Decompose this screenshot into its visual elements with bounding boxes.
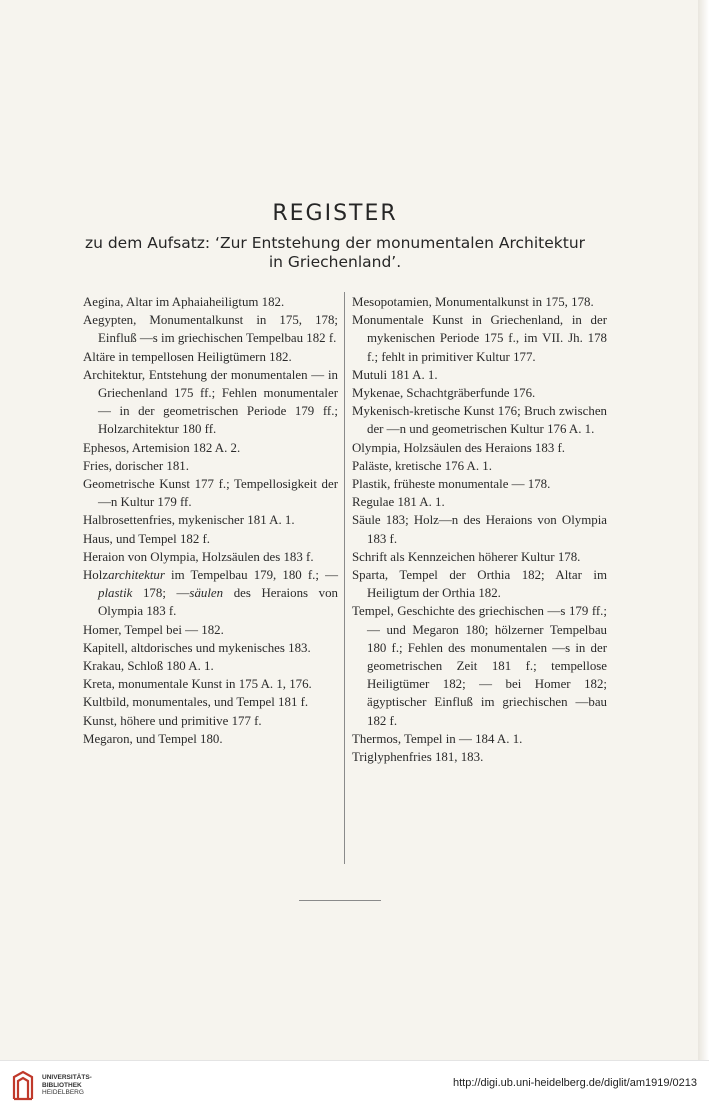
index-entry: Thermos, Tempel in — 184 A. 1. xyxy=(352,731,523,746)
index-entry-text: des Heraions von Olympia 183 f. xyxy=(98,586,338,619)
index-entry-text: Halbrosettenfries, mykenischer 181 A. 1. xyxy=(83,513,295,528)
index-entry xyxy=(83,439,338,457)
index-entry-text: Altäre in tempellosen Heiligtümern 182. xyxy=(83,349,292,364)
index-entry: Mesopotamien, Monumentalkunst in 175, 178. xyxy=(352,295,594,309)
index-entry-text: Heraion von Olympia, Holzsäulen des 183 f. xyxy=(83,549,314,564)
index-entry xyxy=(83,675,338,693)
index-entry: Triglyphenfries 181, 183. xyxy=(352,750,484,765)
index-entry: Säule 183; Holz—n des Heraions von Olympia 183 f. xyxy=(352,513,607,546)
index-entry-text: Kapitell, altdorisches und mykenisches 183. xyxy=(83,640,311,655)
index-entry-text: Ephesos, Artemision 182 A. 2. xyxy=(83,440,241,455)
index-entry xyxy=(83,730,338,748)
index-entry xyxy=(83,511,338,529)
index-entry: Schrift als Kennzeichen höherer Kultur 178. xyxy=(352,549,581,564)
index-entry xyxy=(83,366,338,439)
index-entry-text: Architektur, Entstehung der monumentalen — in Griechenland 175 ff.; Fehlen monumentaler — in der geometrischen Periode 179 ff.; Holzarchitektur 180 ff. xyxy=(83,367,338,437)
index-entry xyxy=(83,548,338,566)
index-entry: Mutuli 181 A. 1. xyxy=(352,367,438,382)
index-entry: Tempel, Geschichte des griechischen —s 179 ff.; — und Megaron 180; hölzerner Tempelbau 180 f.; Fehlen des monumentalen —s in der geometrischen Zeit 181 f.; tempellose Heiligtümer 182; — bei Homer 182; ägyptischer Einfluß im griechischen —bau 182 f. xyxy=(352,604,607,728)
permalink-url[interactable]: http://digi.ub.uni-heidelberg.de/diglit/am1919/0213 xyxy=(452,1077,697,1089)
index-column-right xyxy=(352,293,607,766)
library-logo-text xyxy=(42,1074,92,1097)
index-entry-text: Homer, Tempel bei — 182. xyxy=(83,622,224,637)
index-entry-text: Megaron, und Tempel 180. xyxy=(83,731,223,746)
index-entry-text: Aegina, Altar im Aphaiaheiligtum 182. xyxy=(83,295,285,309)
index-entry: Paläste, kretische 176 A. 1. xyxy=(352,458,492,473)
index-entry-italic: plastik xyxy=(98,586,133,601)
index-entry xyxy=(83,693,338,711)
logo-line-3: HEIDELBERG xyxy=(42,1089,84,1096)
index-entry xyxy=(83,621,338,639)
index-entry xyxy=(83,530,338,548)
index-entry xyxy=(83,348,338,366)
index-entry: Mykenae, Schachtgräberfunde 176. xyxy=(352,386,536,401)
index-entry-text: Aegypten, Monumentalkunst in 175, 178; Einfluß —s im griechischen Tempelbau 182 f. xyxy=(83,313,338,346)
index-entry-text: Kunst, höhere und primitive 177 f. xyxy=(83,713,262,728)
index-entry xyxy=(83,311,338,347)
index-entry xyxy=(83,457,338,475)
subtitle-line-2: in Griechenland’. xyxy=(268,253,402,271)
index-entry xyxy=(83,712,338,730)
index-entry-text: Fries, dorischer 181. xyxy=(83,458,189,473)
index-entry-text: Haus, und Tempel 182 f. xyxy=(83,531,211,546)
index-entry: Sparta, Tempel der Orthia 182; Altar im Heiligtum der Orthia 182. xyxy=(352,568,607,601)
index-entry-text: 178; — xyxy=(132,586,190,601)
index-entry-text: Geometrische Kunst 177 f.; Tempellosigkeit der —n Kultur 179 ff. xyxy=(83,477,338,510)
column-divider xyxy=(344,292,345,864)
index-entry: Mykenisch-kretische Kunst 176; Bruch zwischen der —n und geometrischen Kultur 176 A. 1. xyxy=(352,404,607,437)
index-entry: Plastik, früheste monumentale — 178. xyxy=(352,477,551,492)
index-entry: Olympia, Holzsäulen des Heraions 183 f. xyxy=(352,440,566,455)
viewer-footer xyxy=(0,1060,709,1113)
index-entry xyxy=(83,657,338,675)
index-entry-italic: säulen xyxy=(189,586,224,601)
index-entry-text: Holz xyxy=(83,568,109,583)
index-entry xyxy=(83,293,338,311)
index-entry xyxy=(83,475,338,511)
library-logo-icon xyxy=(10,1069,36,1103)
page-subtitle xyxy=(60,234,610,272)
page-edge xyxy=(698,0,709,1060)
index-column-left xyxy=(83,293,338,748)
logo-line-1: UNIVERSITÄTS- xyxy=(42,1074,92,1081)
end-rule xyxy=(299,900,381,901)
index-entry-text: Kreta, monumentale Kunst in 175 A. 1, 176. xyxy=(83,677,312,692)
index-entry xyxy=(83,639,338,657)
subtitle-line-1: zu dem Aufsatz: ‘Zur Entstehung der monumentalen Architektur xyxy=(84,234,586,252)
logo-line-2: BIBLIOTHEK xyxy=(42,1081,82,1089)
index-entry-text: Kultbild, monumentales, und Tempel 181 f. xyxy=(83,695,309,710)
index-entry xyxy=(83,566,338,621)
index-entry: Regulae 181 A. 1. xyxy=(352,495,445,510)
index-entry-text: Krakau, Schloß 180 A. 1. xyxy=(83,659,214,674)
page-title: REGISTER xyxy=(272,201,398,226)
index-entry-italic: architektur xyxy=(108,568,165,583)
index-entry: Monumentale Kunst in Griechenland, in der mykenischen Periode 175 f., im VII. Jh. 178 f.; fehlt in primitiver Kultur 177. xyxy=(352,313,607,364)
index-entry-text: im Tempelbau 179, 180 f.; — xyxy=(164,568,338,583)
